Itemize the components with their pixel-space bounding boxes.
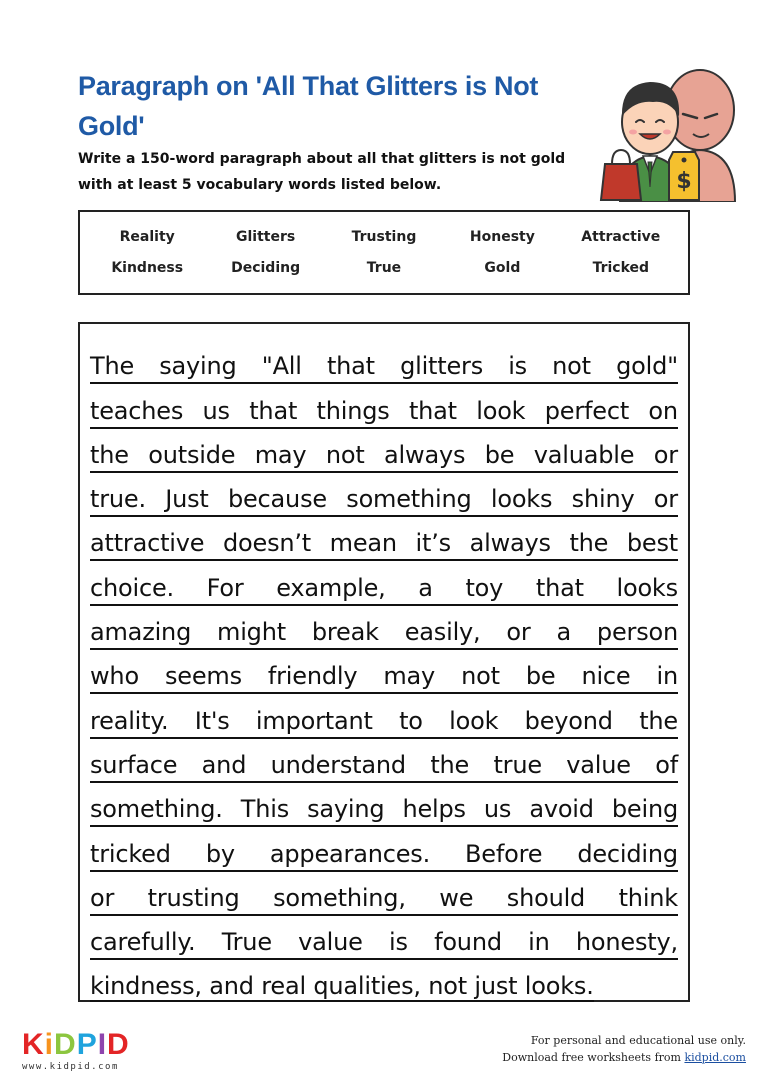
paragraph-word: value [566, 750, 631, 779]
paragraph-word: best [626, 529, 678, 558]
paragraph-word: value [298, 928, 363, 957]
vocabulary-box [78, 210, 690, 295]
kidpid-logo: KiDPID [22, 1028, 130, 1061]
paragraph-word: surface [90, 750, 178, 779]
paragraph-word: seems [164, 662, 242, 691]
paragraph-word: look [449, 706, 499, 735]
paragraph-word: in [528, 928, 550, 957]
paragraph-word: things [316, 396, 390, 425]
paragraph-line [90, 429, 678, 473]
paragraph-word: of [655, 750, 678, 779]
paragraph-word: and [201, 750, 247, 779]
paragraph-line [90, 561, 678, 605]
paragraph-word: honesty, [575, 928, 678, 957]
paragraph-word: or [653, 485, 678, 514]
paragraph-word: tricked [90, 839, 171, 868]
paragraph-line [90, 960, 678, 1004]
paragraph-word: us [483, 795, 512, 824]
paragraph-word: a [418, 573, 433, 602]
paragraph-word: person [596, 618, 678, 647]
paragraph-word: in [656, 662, 678, 691]
paragraph-word: attractive [90, 529, 205, 558]
paragraph-word: friendly [267, 662, 358, 691]
paragraph-word: always [384, 440, 466, 469]
paragraph-line [90, 650, 678, 694]
paragraph-word: avoid [529, 795, 594, 824]
paragraph-word: us [202, 396, 230, 425]
paragraph-word: not [552, 352, 591, 381]
paragraph-word: that [326, 352, 375, 381]
vocab-word: Tricked [592, 259, 650, 276]
paragraph-word: something, [273, 883, 406, 912]
paragraph-word: break [311, 618, 379, 647]
paragraph-word: important [255, 706, 373, 735]
vocab-word: Honesty [469, 229, 535, 246]
vocab-word: Glitters [235, 229, 296, 246]
paragraph-word: on [648, 396, 678, 425]
paragraph-line [90, 606, 678, 650]
paragraph-word: trusting [147, 883, 240, 912]
paragraph-line [90, 473, 678, 517]
paragraph-word: glitters [400, 352, 484, 381]
paragraph-word: is [508, 352, 527, 381]
vocab-word: Reality [119, 229, 175, 246]
paragraph-word: always [469, 529, 551, 558]
paragraph-word: the [569, 529, 609, 558]
paragraph-word: True [221, 928, 272, 957]
paragraph-word: the [430, 750, 470, 779]
paragraph-word: This [240, 795, 290, 824]
paragraph-word: example, [276, 573, 386, 602]
paragraph-word: mean [329, 529, 397, 558]
paragraph-word: that [535, 573, 584, 602]
boy-with-shadowy-villain-illustration [595, 52, 755, 202]
instructions-text: Write a 150-word paragraph about all that glitters is not gold with at least 5 vocabulary words listed below. [78, 151, 566, 193]
paragraph-word: is [389, 928, 408, 957]
paragraph-word: It's [194, 706, 230, 735]
paragraph-word: Before [465, 839, 543, 868]
paragraph-word: saying [307, 795, 385, 824]
paragraph-word: reality. [90, 706, 169, 735]
svg-text:$: $ [676, 169, 692, 194]
paragraph-word: that [249, 396, 298, 425]
paragraph-word: nice [581, 662, 631, 691]
paragraph-box [78, 322, 690, 1002]
paragraph-word: that [408, 396, 457, 425]
paragraph-word: kindness, and real qualities, not just looks. [90, 972, 594, 1001]
paragraph-line [90, 827, 678, 871]
paragraph-word: found [434, 928, 502, 957]
vocab-word: Trusting [351, 229, 417, 246]
paragraph-word: For [206, 573, 244, 602]
paragraph-line [90, 783, 678, 827]
vocab-word: Gold [484, 259, 521, 276]
paragraph-word: The [90, 352, 135, 381]
paragraph-word: shiny [571, 485, 635, 514]
paragraph-word: deciding [577, 839, 678, 868]
paragraph-word: perfect [544, 396, 630, 425]
paragraph-word: valuable [533, 440, 635, 469]
paragraph-line [90, 384, 678, 428]
paragraph-word: something. [90, 795, 223, 824]
paragraph-word: look [476, 396, 526, 425]
vocab-word: True [366, 259, 402, 276]
paragraph-word: being [611, 795, 678, 824]
paragraph-word: carefully. [90, 928, 196, 957]
paragraph-word: amazing [90, 618, 192, 647]
paragraph-word: easily, [404, 618, 481, 647]
paragraph-word: toy [465, 573, 504, 602]
paragraph-word: the [639, 706, 678, 735]
paragraph-word: may [254, 440, 307, 469]
paragraph-word: not [325, 440, 365, 469]
paragraph-word: the [90, 440, 129, 469]
paragraph-line [90, 872, 678, 916]
paragraph-word: helps [402, 795, 466, 824]
paragraph-word: "All [261, 352, 302, 381]
paragraph-word: may [383, 662, 436, 691]
paragraph-word: or [90, 883, 115, 912]
dollar-tag-icon [669, 152, 699, 200]
paragraph-word: we [439, 883, 474, 912]
paragraph-word: should [506, 883, 586, 912]
paragraph-word: teaches [90, 396, 184, 425]
paragraph-word: saying [159, 352, 237, 381]
paragraph-word: think [618, 883, 678, 912]
logo-url: www.kidpid.com [22, 1062, 119, 1072]
shopping-bag-icon [601, 150, 641, 200]
paragraph-line [90, 340, 678, 384]
paragraph-word: or [506, 618, 531, 647]
vocab-word: Attractive [581, 229, 661, 246]
paragraph-word: Just [165, 485, 209, 514]
paragraph-word: looks [490, 485, 553, 514]
paragraph-word: outside [148, 440, 236, 469]
paragraph-word: true [493, 750, 542, 779]
paragraph-word: not [461, 662, 500, 691]
paragraph-word: might [217, 618, 286, 647]
worksheet-title: Paragraph on 'All That Glitters is Not Gold' [78, 71, 539, 141]
kidpid-link[interactable]: kidpid.com [684, 1051, 746, 1064]
paragraph-word: understand [270, 750, 406, 779]
paragraph-word: who [90, 662, 139, 691]
paragraph-word: doesn’t [222, 529, 312, 558]
paragraph-word: to [399, 706, 423, 735]
vocab-word: Kindness [111, 259, 184, 276]
paragraph-word: something [346, 485, 472, 514]
paragraph-line [90, 739, 678, 783]
footer-download-line: Download free worksheets from kidpid.com [502, 1051, 746, 1064]
paragraph-word: a [556, 618, 571, 647]
paragraph-word: be [525, 662, 556, 691]
vocab-word: Deciding [231, 259, 301, 276]
paragraph-line [90, 517, 678, 561]
paragraph-word: or [653, 440, 678, 469]
footer-notice [502, 1032, 746, 1066]
paragraph-word: because [227, 485, 327, 514]
paragraph-word: beyond [524, 706, 613, 735]
paragraph-line [90, 916, 678, 960]
paragraph-line [90, 694, 678, 738]
paragraph-word: looks [616, 573, 678, 602]
paragraph-word: choice. [90, 573, 174, 602]
paragraph-word: be [484, 440, 515, 469]
paragraph-word: true. [90, 485, 146, 514]
paragraph-word: appearances. [269, 839, 431, 868]
paragraph-word: by [205, 839, 235, 868]
footer-usage-text: For personal and educational use only. [530, 1034, 746, 1047]
paragraph-word: it’s [415, 529, 451, 558]
paragraph-word: gold" [616, 352, 678, 381]
